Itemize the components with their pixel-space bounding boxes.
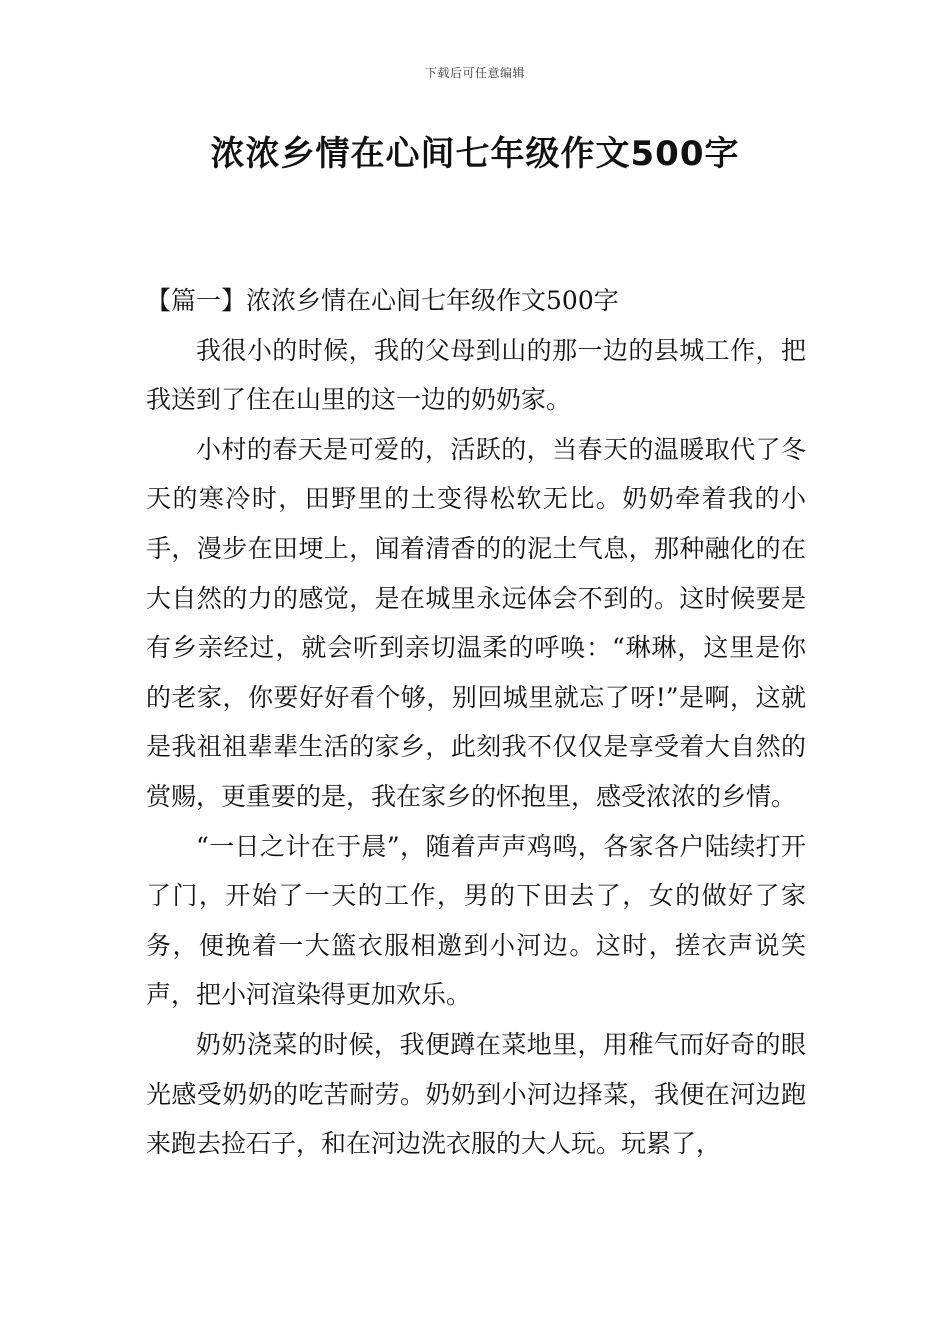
paragraph-1: 我很小的时候，我的父母到山的那一边的县城工作，把我送到了住在山里的这一边的奶奶家。 [146,335,806,415]
section-heading: 【篇一】浓浓乡情在心间七年级作文500字 [146,286,619,315]
document-title: 浓浓乡情在心间七年级作文500字 [210,134,740,174]
document-body [146,276,806,1169]
paragraph-4: 奶奶浇菜的时候，我便蹲在菜地里，用稚气而好奇的眼光感受奶奶的吃苦耐劳。奶奶到小河边择菜，我便在河边跑来跑去捡石子，和在河边洗衣服的大人玩。玩累了， [146,1029,806,1159]
header-note: 下载后可任意编辑 [424,66,525,80]
paragraph-2: 小村的春天是可爱的，活跃的，当春天的温暖取代了冬天的寒冷时，田野里的土变得松软无比。奶奶牵着我的小手，漫步在田埂上，闻着清香的的泥土气息，那种融化的在大自然的力的感觉，是在城里永远体会不到的。这时候要是有乡亲经过，就会听到亲切温柔的呼唤：“琳琳，这里是你的老家，你要好好看个够，别回城里就忘了呀!”是啊，这就是我祖祖辈辈生活的家乡，此刻我不仅仅是享受着大自然的赏赐，更重要的是，我在家乡的怀抱里，感受浓浓的乡情。 [146,434,806,811]
paragraph-3: “一日之计在于晨”，随着声声鸡鸣，各家各户陆续打开了门，开始了一天的工作，男的下田去了，女的做好了家务，便挽着一大篮衣服相邀到小河边。这时，搓衣声说笑声，把小河渲染得更加欢乐。 [146,831,806,1010]
